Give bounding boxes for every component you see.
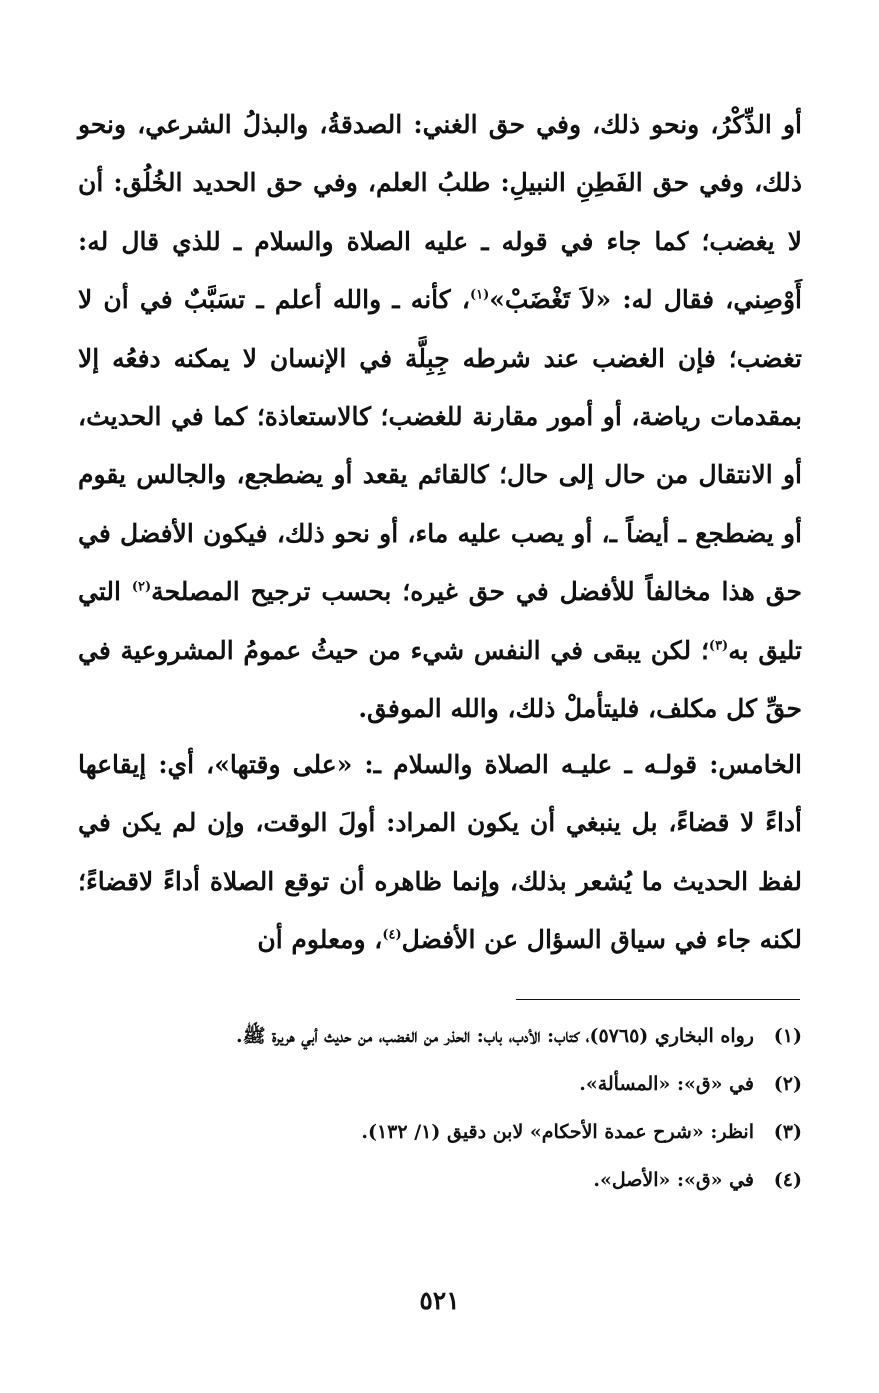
page-number: ٥٢١: [419, 1286, 460, 1315]
paragraph-segment: ، كأنه ـ والله أعلم ـ تسَبَّبٌ في أن لا تغضب؛ فإن الغضب عند شرطه جِبِلَّة في الإنسان لا يمكنه دفعُه إلا بمقدمات رياضة، أو أمور مقارنة للغضب؛ كالاستعاذة؛ كما في الحديث، أو الانتقال من حال إلى حال؛ كالقائم يقعد أو يضطجع، والجالس يقوم أو يضطجع ـ أيضاً ـ، أو يصب عليه ماء، أو نحو ذلك، فيكون الأفضل في حق هذا مخالفاً للأفضل في حق غيره؛ بحسب ترجيح المصلحة: [78, 285, 802, 607]
footnote-divider: [516, 999, 800, 1000]
paragraph-segment: التي تليق به: [78, 577, 802, 665]
footnote-number: (١): [773, 1025, 802, 1047]
footnote-number: (٤): [773, 1169, 802, 1191]
footnotes-section: [78, 1018, 802, 1210]
second-paragraph: [78, 736, 802, 970]
paragraph-text: [78, 736, 802, 970]
footnote-number: (٢): [773, 1073, 802, 1095]
footnote-item: [78, 1018, 802, 1054]
main-paragraph: [78, 96, 802, 738]
footnote-text: رواه البخاري (٥٧٦٥)، كتاب: الأدب، باب: الحذر من الغضب، من حديث أبي هريرة ﷺ.: [236, 1025, 754, 1047]
paragraph-segment: ؛ لكن يبقى في النفس شيء من حيثُ عمومُ المشروعية في حقِّ كل مكلف، فليتأملْ ذلك، والله الموفق.: [78, 635, 802, 724]
footnote-text: في «ق»: «المسألة».: [579, 1073, 754, 1095]
footnote-item: [78, 1162, 802, 1198]
footnote-ref-3: (٣): [708, 638, 729, 654]
paragraph-segment: الخامس: قولـه ـ عليـه الصلاة والسلام ـ: «على وقتها»، أي: إيقاعها أداءً لا قضاءً، بل ينبغي أن يكون المراد: أولَ الوقت، وإن لم يكن في لفظ الحديث ما يُشعر بذلك، وإنما ظاهره أن توقع الصلاة أداءً لاقضاءً؛ لكنه جاء في سياق السؤال عن الأفضل: [78, 750, 802, 955]
footnote-item: [78, 1066, 802, 1102]
footnote-item: [78, 1114, 802, 1150]
footnote-ref-1: (١): [469, 287, 490, 303]
footnote-text: في «ق»: «الأصل».: [593, 1169, 754, 1191]
paragraph-segment: أو الذِّكْرُ، ونحو ذلك، وفي حق الغني: الصدقةُ، والبذلُ الشرعي، ونحو ذلك، وفي حق الفَطِنِ النبيلِ: طلبُ العلم، وفي حق الحديد الخُلُق: أن لا يغضب؛ كما جاء في قوله ـ عليه الصلاة والسلام ـ للذي قال له: أَوْصِني، فقال له: «لاَ تَغْضَبْ»: [78, 110, 802, 315]
footnote-ref-2: (٢): [131, 579, 152, 595]
paragraph-segment: ، ومعلوم أن: [257, 925, 383, 955]
paragraph-text: [78, 96, 802, 738]
footnote-number: (٣): [773, 1121, 802, 1143]
footnote-ref-4: (٤): [382, 927, 402, 943]
footnote-text: انظر: «شرح عمدة الأحكام» لابن دقيق (١/ ١٣٢).: [361, 1121, 754, 1143]
